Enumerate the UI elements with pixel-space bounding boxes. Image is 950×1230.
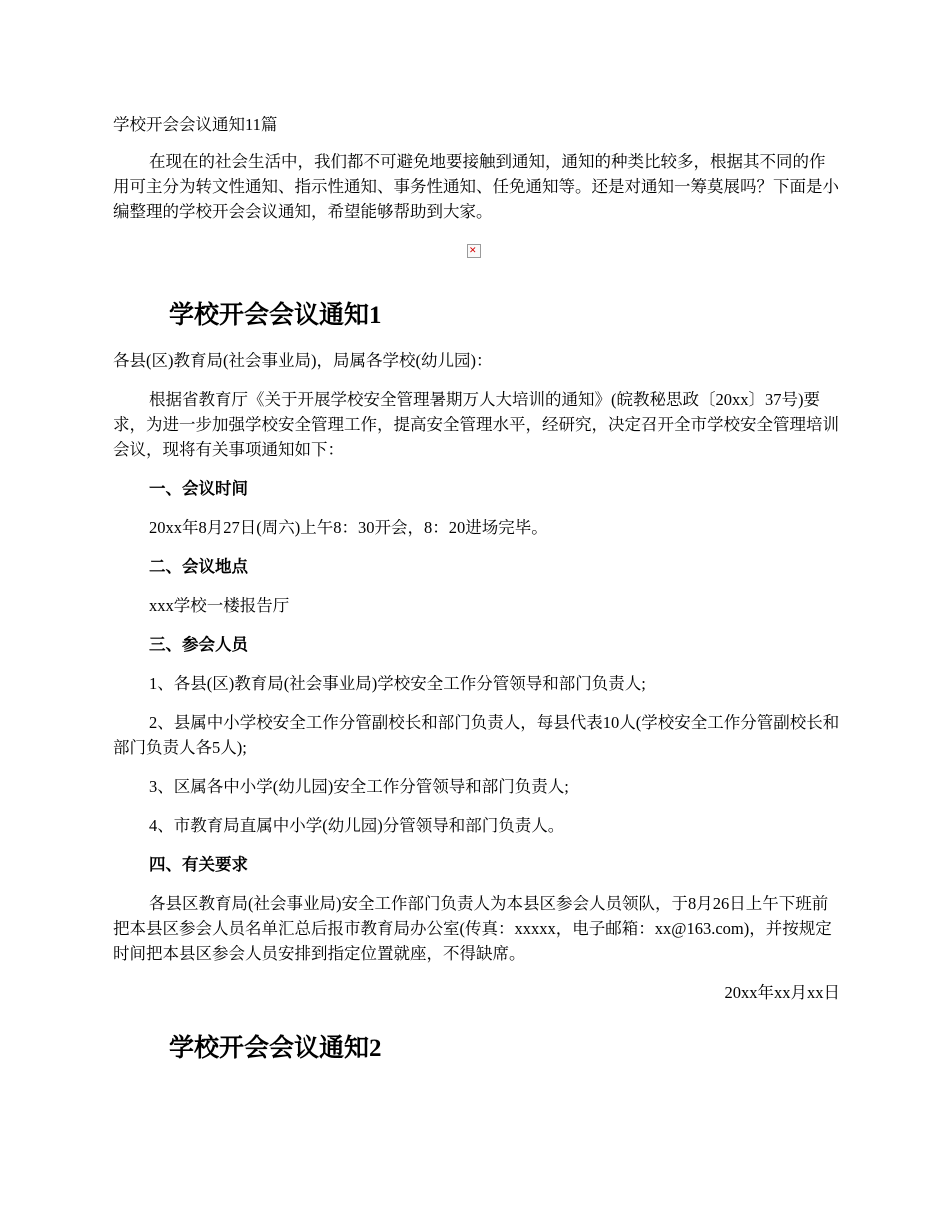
item-heading-time: 一、会议时间 [149,479,248,498]
item-heading-requirements: 四、有关要求 [149,855,248,874]
attendee-item: 1、各县(区)教育局(社会事业局)学校安全工作分管领导和部门负责人; [149,674,646,693]
image-placeholder [113,224,840,272]
section-heading-1: 学校开会会议通知1 [169,302,382,329]
item-heading-location: 二、会议地点 [149,557,248,576]
attendee-item: 2、县属中小学校安全工作分管副校长和部门负责人，每县代表10人(学校安全工作分管副校长和部门负责人各5人); [113,713,840,757]
document-title: 学校开会会议通知11篇 [113,115,278,134]
meeting-time: 20xx年8月27日(周六)上午8：30开会，8：20进场完毕。 [149,518,548,537]
section-heading-2: 学校开会会议通知2 [169,1035,382,1062]
broken-image-icon [467,244,481,258]
requirements-paragraph: 各县区教育局(社会事业局)安全工作部门负责人为本县区参会人员领队，于8月26日上午下班前把本县区参会人员名单汇总后报市教育局办公室(传真：xxxxx，电子邮箱：xx@163.com)，并按规定时间把本县区参会人员安排到指定位置就座，不得缺席。 [113,894,832,963]
body-paragraph: 根据省教育厅《关于开展学校安全管理暑期万人大培训的通知》(皖教秘思政〔20xx〕37号)要求，为进一步加强学校安全管理工作，提高安全管理水平，经研究，决定召开全市学校安全管理培训会议，现将有关事项通知如下： [113,390,839,459]
salutation: 各县(区)教育局(社会事业局)，局属各学校(幼儿园)： [113,351,493,370]
document-date: 20xx年xx月xx日 [724,983,840,1002]
intro-paragraph: 在现在的社会生活中，我们都不可避免地要接触到通知，通知的种类比较多，根据其不同的作用可主分为转文性通知、指示性通知、事务性通知、任免通知等。还是对通知一筹莫展吗？下面是小编整理的学校开会会议通知，希望能够帮助到大家。 [113,152,839,221]
item-heading-attendees: 三、参会人员 [149,635,248,654]
document-page [113,112,840,1067]
meeting-location: xxx学校一楼报告厅 [149,596,290,615]
attendee-item: 3、区属各中小学(幼儿园)安全工作分管领导和部门负责人; [149,777,569,796]
attendee-item: 4、市教育局直属中小学(幼儿园)分管领导和部门负责人。 [149,816,565,835]
